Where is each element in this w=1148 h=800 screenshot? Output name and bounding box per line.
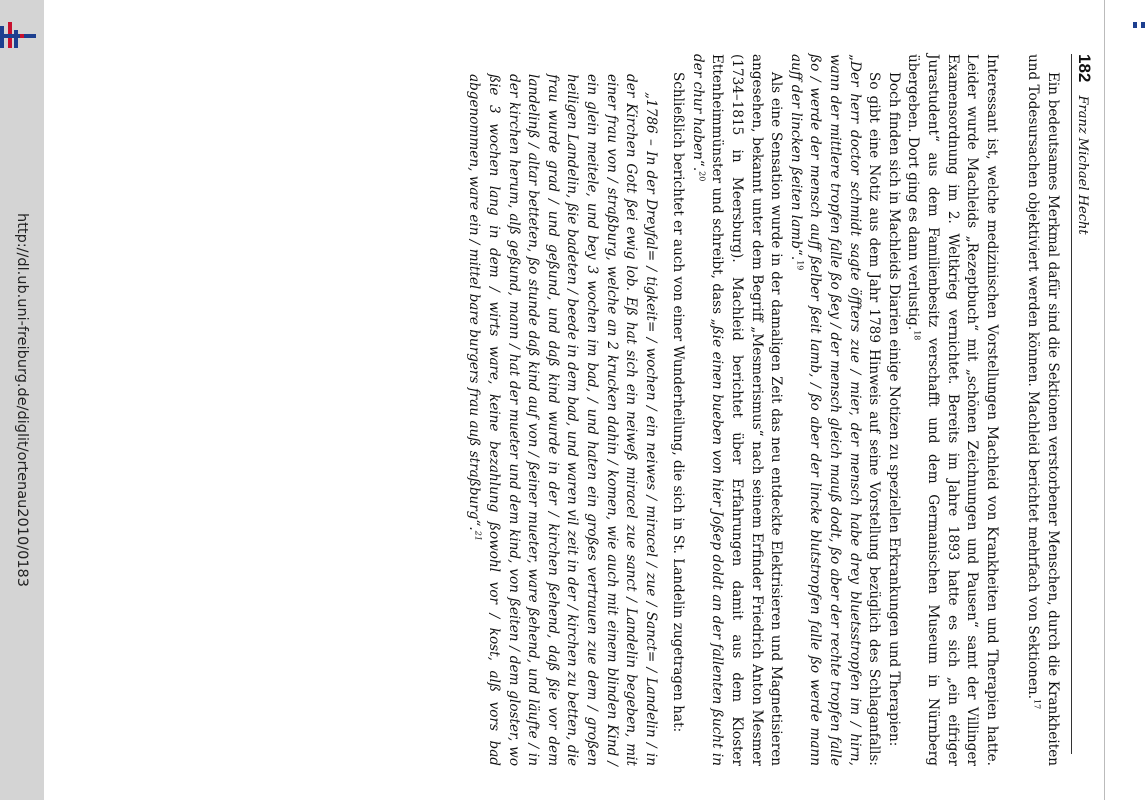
paragraph: Schließlich berichtet er auch von einer Wunderheilung, die sich in St. Landelin zugetragen hat: — [670, 72, 687, 733]
viewer-right-strip — [1104, 0, 1148, 800]
page-number: 182 — [1075, 54, 1094, 83]
footnote-ref: 19 — [795, 260, 805, 271]
paragraph: Als eine Sensation wurde in der damaligen Zeit das neu entdeckte Elektrisieren und Magnetisieren angesehen, bekannt unter dem Begriff „Mesmerismus“ nach seinem Erfinder Friedrich Anton Mesmer (1734–1815 in Meersburg). Machleid berichtet über Erfahrungen damit aus dem Kloster Ettenheimmünster und schreibt, dass „ßie einen bueben von hier Joßep doldt an der fallenten ßucht in der chur haben“.$^{20}$ — [689, 54, 785, 766]
running-head: Franz Michael Hecht — [1075, 95, 1090, 235]
page-header — [1071, 54, 1094, 754]
block-quote: „1786 – In der Dreyfal= / tigkeit= / wochen / ein neiwes / miracel / zue / Sanct= / Landelin / in der Kirchen Gott ßei ewig lob. Eß hat sich ein neiweß miracel zue sanct / Landelin begeben, mit einer frau von / straßburg, welche an 2 krucken dahin / komen, wie auch mit einem blinden Kind / ein glein meitele, und bey 3 wochen im bad, / und haten ein großes vertrauen zue dem / großen heiligen Landelin, ßie badeten / beede in dem bad, und waren vil zeit in der / kirchen zu betten, die frau wurde grad / und geßund, und daß kind wurde in der / kirchen ßehend, daß ßie vor dem landelinß / altar betteten, ßo stunde daß kind auf von / ßeiner mueter, ware ßehend, und läufte / in der kirchen herum, alß geßund, mann / hat der mueter und dem kind, von ßeiten / dem gloster, wo ßie 3 wochen lang in dem / wirts ware, keine bezahlung ßowohl vor / kost, alß vors bad abgenommen, ware ein / mittel bare burgers frau auß straßburg“.$^{21}$ — [466, 74, 659, 766]
university-logo-icon — [0, 22, 40, 52]
paragraph: Ein bedeutsames Merkmal dafür sind die Sektionen verstorbener Menschen, durch die Krankheiten und Todesursachen objektiviert werden können. Machleid berichtet mehrfach von Sektionen.$^{17}$ — [1025, 54, 1061, 766]
paragraph: So gibt eine Notiz aus dem Jahr 1789 Hinweis auf seine Vorstellung bezüglich des Schlaganfalls: „Der herr doctor schmidt sagte öffters zue / mier, der mensch habe drey bluetsstropfen im / hirn, wann der mittlere tropfen falle ßo ßey / der mensch gleich mauß dodt, ßo aber der rechte tropfen falle ßo / werde der mensch auff ßelber ßeit lamb, / ßo aber der lincke blutstropfen falle ßo werde mann auff der lincken ßeiten lamb“.$^{19}$ — [787, 54, 883, 766]
document-page — [58, 0, 1098, 800]
footnote-ref: 18 — [912, 330, 922, 341]
page-body — [464, 54, 1062, 766]
paragraph: Interessant ist, welche medizinischen Vorstellungen Machleid von Krankheiten und Therapien hatte. Leider wurde Machleids „Rezeptbuch“ mit „schönen Zeichnungen und Pausen“ samt der Villinger Examensordnung im 2. Weltkrieg vernichtet. Bereits im Jahre 1893 hatte es sich „ein eifriger Jurastudent“ aus dem Familienbesitz verschafft und dem Germanischen Museum in Nürnberg übergeben. Dort ging es dann verlustig.$^{18}$ — [905, 54, 1000, 766]
footnote-ref: 17 — [1032, 699, 1042, 710]
footnote-ref: 20 — [697, 171, 707, 182]
viewer-left-strip: http://dl.ub.uni-freiburg.de/diglit/ortenau2010/0183 — [0, 0, 44, 800]
footnote-ref: 21 — [473, 530, 483, 541]
logo-fragment-icon — [1133, 22, 1148, 38]
paragraph: Doch finden sich in Machleids Diarien einige Notizen zu speziellen Erkrankungen und Therapien: — [885, 72, 902, 747]
